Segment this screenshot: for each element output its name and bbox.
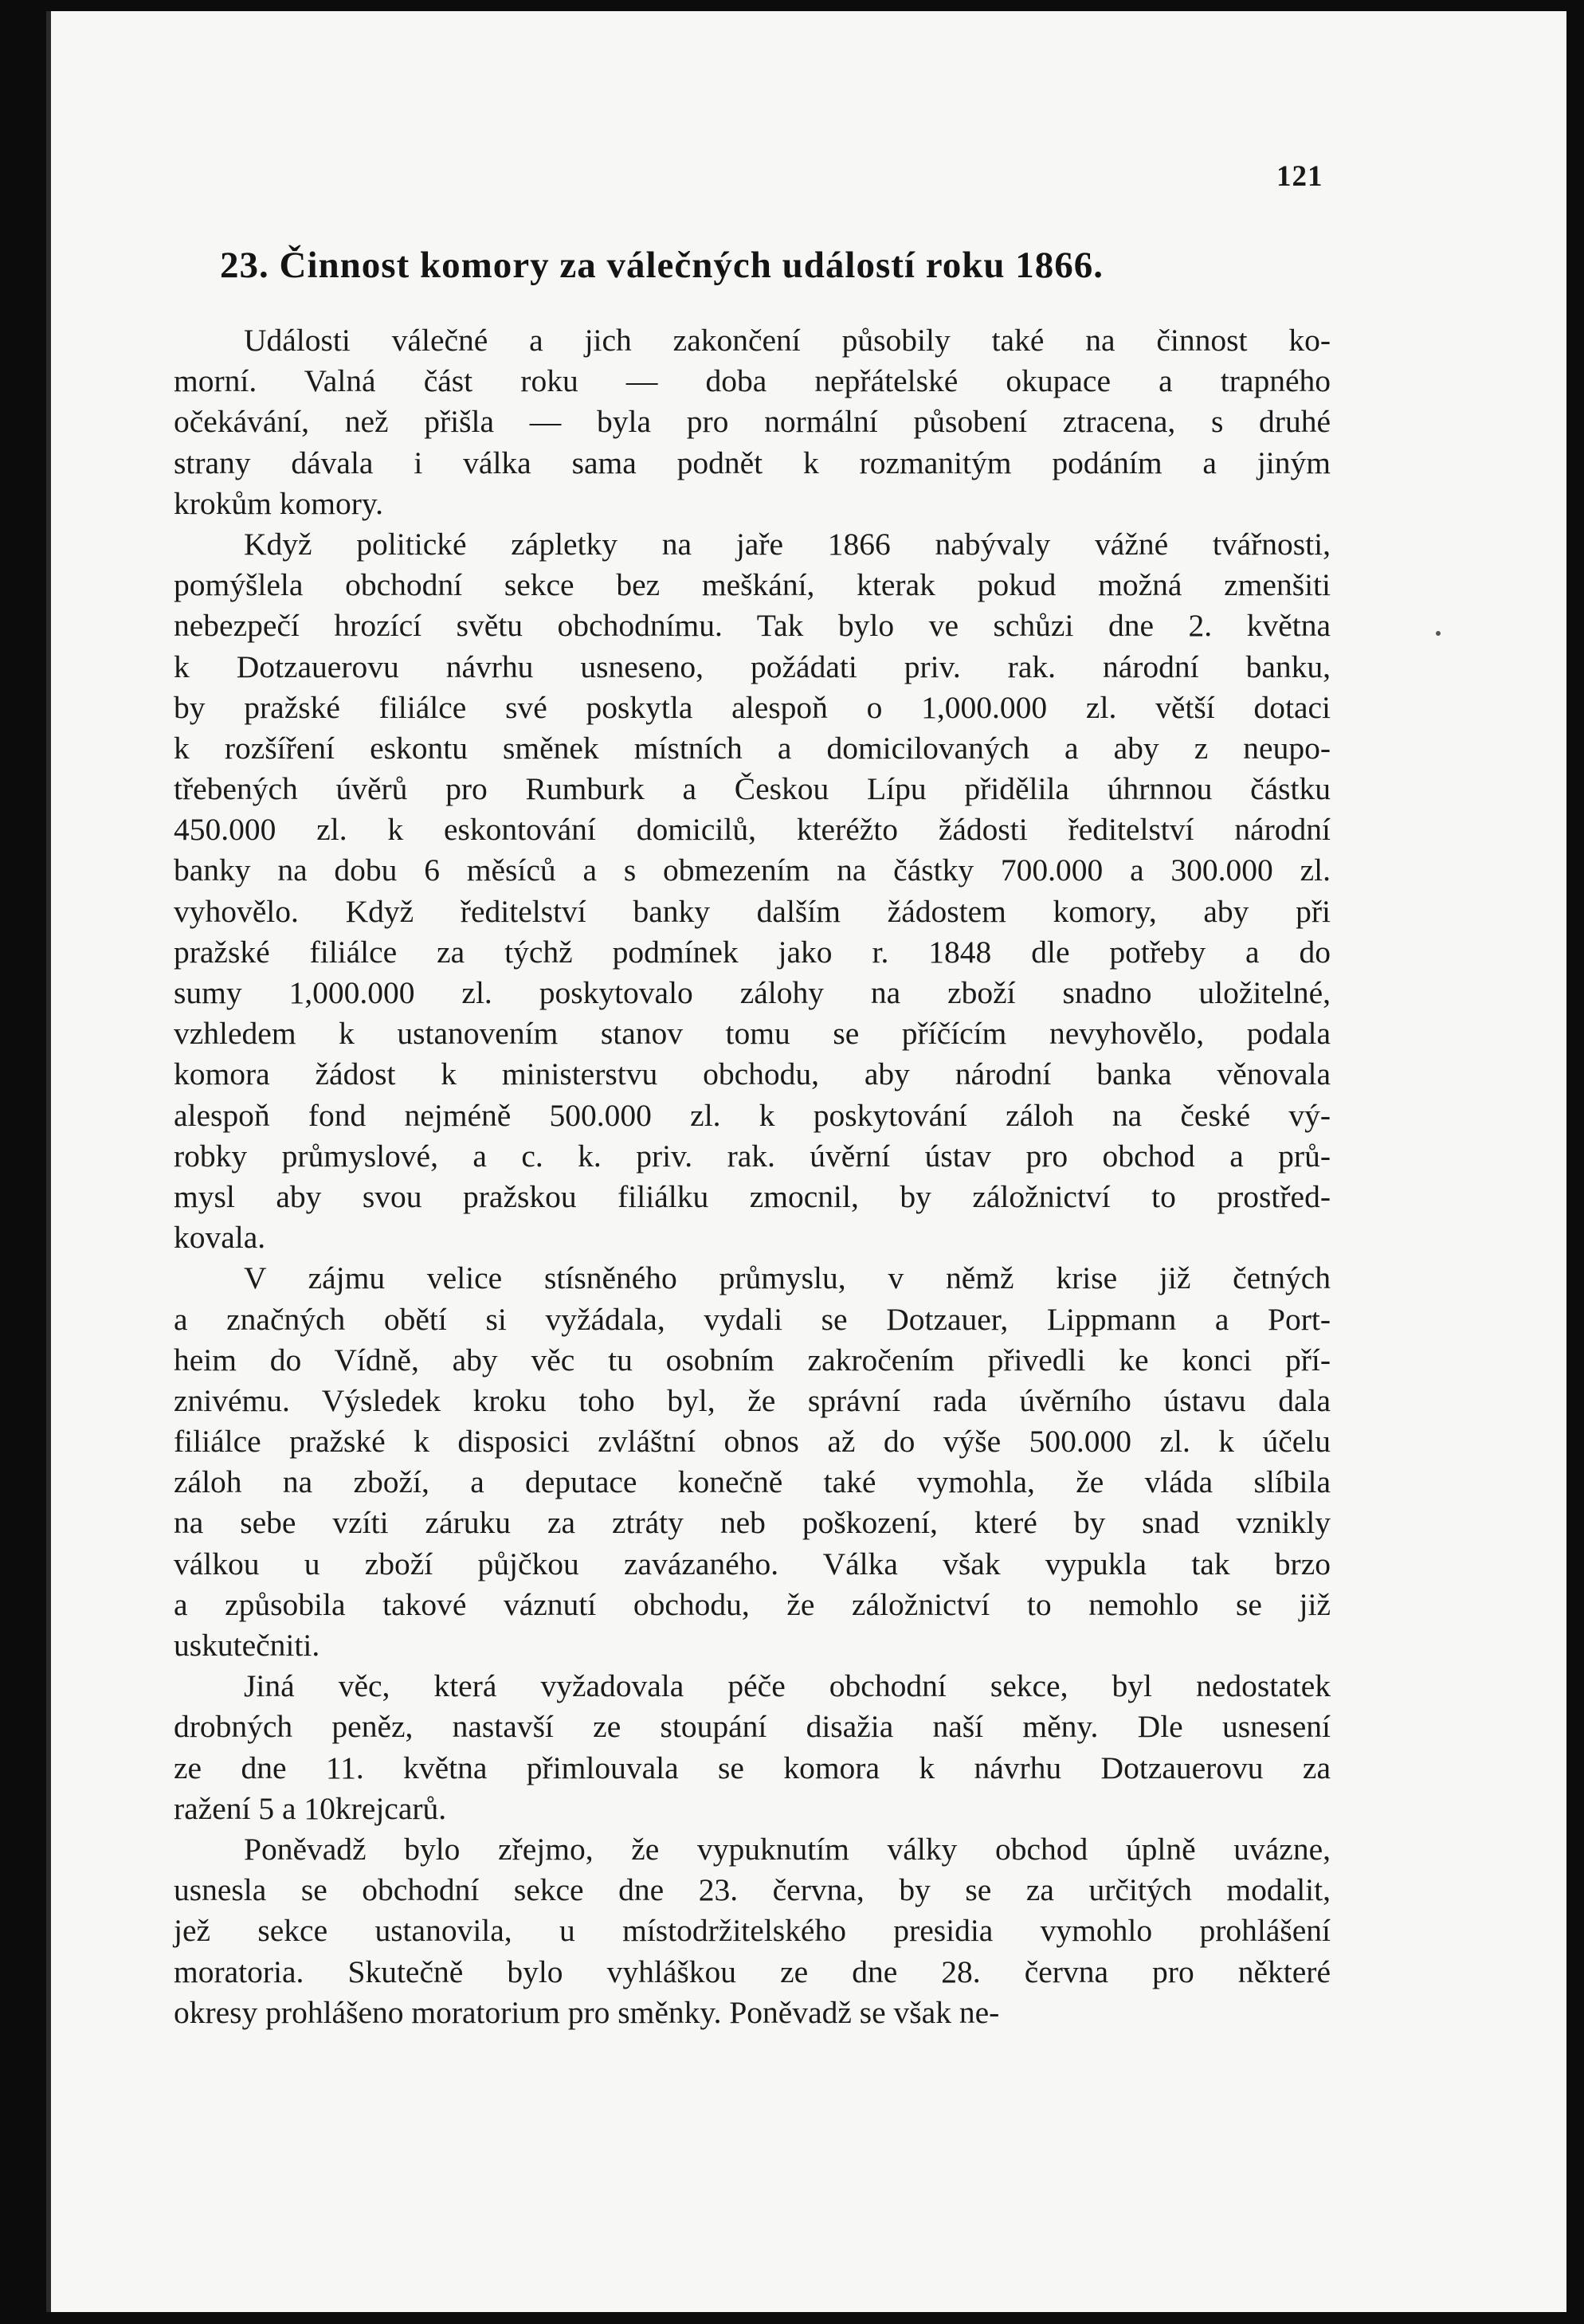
text-line: by pražské filiálce své poskytla alespoň o 1,000.000 zl. větší dotaci [174, 689, 1331, 725]
text-line: morní. Valná část roku — doba nepřátelské okupace a trapného [174, 363, 1331, 399]
text-line: filiálce pražské k disposici zvláštní obnos až do výše 500.000 zl. k účelu [174, 1424, 1331, 1460]
text-line: krokům komory. [174, 485, 383, 521]
text-line: ražení 5 a 10krejcarů. [174, 1790, 447, 1826]
text-line: nebezpečí hrozící světu obchodnímu. Tak bylo ve schůzi dne 2. května [174, 608, 1331, 644]
text-line: vzhledem k ustanovením stanov tomu se příčícím nevyhovělo, podala [174, 1016, 1331, 1052]
page-number: 121 [1276, 160, 1323, 193]
text-line: ze dne 11. května přimlouvala se komora k návrhu Dotzauerovu za [174, 1750, 1331, 1785]
paragraph [174, 1666, 1331, 1829]
text-line: kovala. [174, 1220, 266, 1256]
chapter-heading: 23. Činnost komory za válečných událostí roku 1866. [220, 245, 1104, 286]
text-line: válkou u zboží půjčkou zavázaného. Válka však vypukla tak brzo [174, 1546, 1331, 1581]
book-page [46, 11, 1566, 2312]
paragraph [174, 1829, 1331, 2033]
text-line: 450.000 zl. k eskontování domicilů, kteréžto žádosti ředitelství národní [174, 812, 1331, 848]
text-line: jež sekce ustanovila, u místodržitelského presidia vymohlo prohlášení [174, 1913, 1331, 1949]
text-line: usnesla se obchodní sekce dne 23. června, by se za určitých modalit, [174, 1872, 1331, 1908]
text-line: robky průmyslové, a c. k. priv. rak. úvěrní ústav pro obchod a prů- [174, 1138, 1331, 1174]
text-line: sumy 1,000.000 zl. poskytovalo zálohy na zboží snadno uložitelné, [174, 975, 1331, 1010]
stray-ink-mark [1436, 631, 1441, 636]
text-line: banky na dobu 6 měsíců a s obmezením na částky 700.000 a 300.000 zl. [174, 852, 1331, 888]
text-line: mysl aby svou pražskou filiálku zmocnil, by záložnictví to prostřed- [174, 1178, 1331, 1214]
paragraph [174, 1258, 1331, 1666]
text-line: na sebe vzíti záruku za ztráty neb poškození, které by snad vznikly [174, 1505, 1331, 1541]
text-line: drobných peněz, nastavší ze stoupání disažia naší měny. Dle usnesení [174, 1709, 1331, 1745]
text-line: k Dotzauerovu návrhu usneseno, požádati priv. rak. národní banku, [174, 649, 1331, 684]
text-line: záloh na zboží, a deputace konečně také vymohla, že vláda slíbila [174, 1464, 1331, 1500]
text-line: alespoň fond nejméně 500.000 zl. k poskytování záloh na české vý- [174, 1097, 1331, 1133]
text-line: a značných obětí si vyžádala, vydali se Dotzauer, Lippmann a Port- [174, 1301, 1331, 1337]
text-line: komora žádost k ministerstvu obchodu, aby národní banka věnovala [174, 1056, 1331, 1092]
text-line: k rozšíření eskontu směnek místních a domicilovaných a aby z neupo- [174, 730, 1331, 766]
paragraph [174, 524, 1331, 1258]
text-line: Poněvadž bylo zřejmo, že vypuknutím války obchod úplně uvázne, [244, 1831, 1331, 1867]
text-line: očekávání, než přišla — byla pro normální působení ztracena, s druhé [174, 404, 1331, 440]
text-line: V zájmu velice stísněného průmyslu, v němž krise již četných [244, 1260, 1331, 1296]
text-line: uskutečniti. [174, 1628, 320, 1663]
text-line: Události válečné a jich zakončení působily také na činnost ko- [244, 323, 1331, 358]
text-line: moratoria. Skutečně bylo vyhláškou ze dne 28. června pro některé [174, 1954, 1331, 1989]
text-line: a způsobila takové váznutí obchodu, že záložnictví to nemohlo se již [174, 1586, 1331, 1622]
text-line: Když politické zápletky na jaře 1866 nabývaly vážné tvářnosti, [244, 526, 1331, 562]
body-text [174, 320, 1331, 2033]
text-line: znivému. Výsledek kroku toho byl, že správní rada úvěrního ústavu dala [174, 1382, 1331, 1418]
text-line: Jiná věc, která vyžadovala péče obchodní sekce, byl nedostatek [244, 1668, 1331, 1704]
text-line: třebených úvěrů pro Rumburk a Českou Lípu přidělila úhrnnou částku [174, 771, 1331, 807]
text-line: heim do Vídně, aby věc tu osobním zakročením přivedli ke konci pří- [174, 1342, 1331, 1378]
paragraph [174, 320, 1331, 524]
text-line: okresy prohlášeno moratorium pro směnky. Poněvadž se však ne- [174, 1994, 1000, 2030]
text-line: vyhovělo. Když ředitelství banky dalším žádostem komory, aby při [174, 893, 1331, 929]
text-line: pomýšlela obchodní sekce bez meškání, kterak pokud možná zmenšiti [174, 567, 1331, 603]
text-line: strany dávala i válka sama podnět k rozmanitým podáním a jiným [174, 445, 1331, 480]
text-line: pražské filiálce za týchž podmínek jako r. 1848 dle potřeby a do [174, 934, 1331, 970]
